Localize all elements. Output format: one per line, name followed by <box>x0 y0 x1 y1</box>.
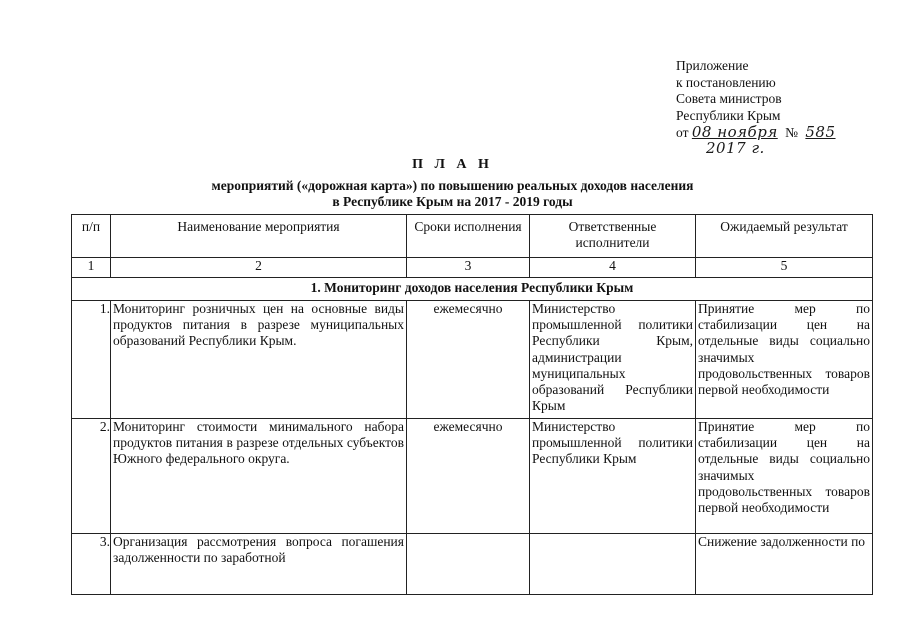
section-row <box>72 278 873 301</box>
plan-subtitle: мероприятий («дорожная карта») по повышению реальных доходов населения <box>211 178 694 193</box>
column-number: 3 <box>407 258 530 278</box>
appendix-line: к постановлению <box>676 74 776 90</box>
row-number: 2. <box>72 419 111 534</box>
number-label: № <box>785 125 799 140</box>
column-number: 5 <box>696 258 873 278</box>
header-cell: Наименование мероприятия <box>111 215 407 258</box>
column-number: 4 <box>530 258 696 278</box>
column-number: 2 <box>111 258 407 278</box>
appendix-block <box>676 58 836 142</box>
measure-name: Мониторинг розничных цен на основные виды продуктов питания в разрезе муниципальных образований Республики Крым. <box>111 301 407 419</box>
header-cell: Ответственные исполнители <box>530 215 696 258</box>
expected-result: Снижение задолженности по <box>696 534 873 595</box>
executors: Министерство промышленной политики Республики Крым, администрации муниципальных образований Республики Крым <box>530 301 696 419</box>
handwritten-year: 2017 г. <box>706 139 765 157</box>
appendix-line: Совета министров <box>676 91 782 106</box>
table-row <box>72 534 873 595</box>
expected-result: Принятие мер по стабилизации цен на отдельные виды социально значимых продовольственных товаров первой необходимости <box>696 301 873 419</box>
expected-result: Принятие мер по стабилизации цен на отдельные виды социально значимых продовольственных товаров первой необходимости <box>696 419 873 534</box>
measure-name: Организация рассмотрения вопроса погашения задолженности по заработной <box>111 534 407 595</box>
executors: Министерство промышленной политики Республики Крым <box>530 419 696 534</box>
plan-table <box>71 214 873 595</box>
term <box>407 534 530 595</box>
header-cell: Ожидаемый результат <box>696 215 873 258</box>
column-number: 1 <box>72 258 111 278</box>
appendix-line: Приложение <box>676 58 749 73</box>
appendix-line: Республики Крым <box>676 107 781 123</box>
table-header-row <box>72 215 873 258</box>
executors <box>530 534 696 595</box>
header-cell: Сроки исполнения <box>407 215 530 258</box>
table-row <box>72 419 873 534</box>
from-label: от <box>676 125 689 140</box>
section-title: 1. Мониторинг доходов населения Республики Крым <box>72 278 873 301</box>
plan-subtitle-2: в Республике Крым на 2017 - 2019 годы <box>332 194 573 209</box>
handwritten-number: 585 <box>805 123 836 141</box>
term: ежемесячно <box>407 301 530 419</box>
header-cell: п/п <box>72 215 111 258</box>
row-number: 3. <box>72 534 111 595</box>
term: ежемесячно <box>407 419 530 534</box>
row-number: 1. <box>72 301 111 419</box>
column-number-row <box>72 258 873 278</box>
measure-name: Мониторинг стоимости минимального набора продуктов питания в разрезе отдельных субъектов Южного федерального округа. <box>111 419 407 534</box>
table-row <box>72 301 873 419</box>
handwritten-date: 08 ноября <box>691 123 778 141</box>
plan-heading: П Л А Н <box>412 157 493 172</box>
